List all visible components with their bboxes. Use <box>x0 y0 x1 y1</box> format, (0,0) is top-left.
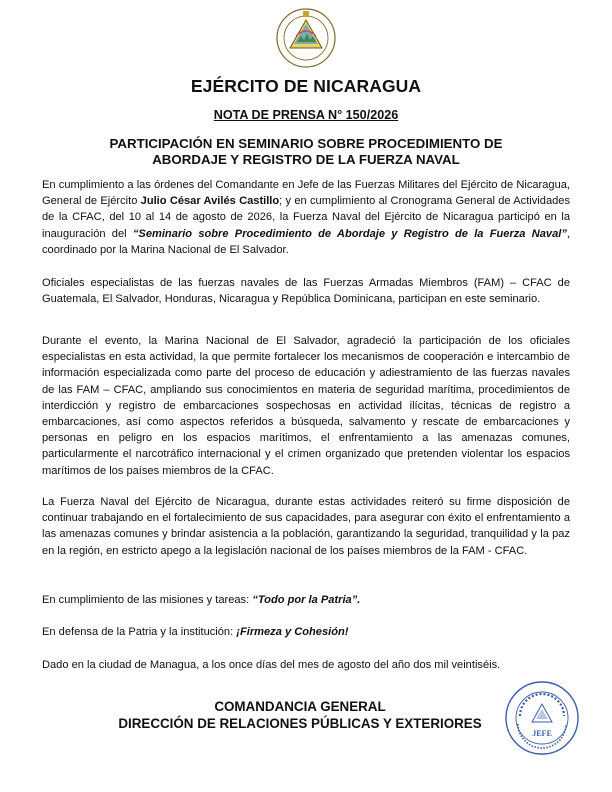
seminar-name: “Seminario sobre Procedimiento de Abordaje y Registro de la Fuerza Naval” <box>132 227 567 240</box>
paragraph-4-text: La Fuerza Naval del Ejército de Nicaragua, durante estas actividades reiteró su firme disposición de continuar trabajando en el fortalecimiento de sus capacidades, para asegurar con éxito el enfrentamiento a las amenazas comunes y brindar asistencia a la población, garantizando la seguridad, tranquilidad y la paz en la región, en estricto apego a la legislación nacional de los países miembros de la FAM - CFAC. <box>42 496 570 557</box>
subject-line-2: ABORDAJE Y REGISTRO DE LA FUERZA NAVAL <box>152 152 460 167</box>
paragraph-4 <box>42 494 570 559</box>
press-note-number-text: NOTA DE PRENSA N° 150/2026 <box>213 108 399 122</box>
subject-heading <box>60 136 552 168</box>
nicaragua-coat-of-arms-icon <box>270 6 342 70</box>
paragraph-1-text-a: En cumplimiento a las órdenes del Comandante en Jefe de las Fuerzas Militares del Ejército de Nicaragua, General de Ejército <box>42 179 570 208</box>
missions-text: En cumplimiento de las misiones y tareas: <box>42 594 253 606</box>
defense-motto: ¡Firmeza y Cohesión! <box>236 626 349 638</box>
paragraph-2-text: Oficiales especialistas de las fuerzas navales de las Fuerzas Armadas Miembros (FAM) – CFAC de Guatemala, El Salvador, Honduras, Nicaragua y República Dominicana, participan en este seminario. <box>42 277 570 306</box>
paragraph-3 <box>42 333 570 479</box>
missions-line <box>42 592 570 608</box>
subject-line-1: PARTICIPACIÓN EN SEMINARIO SOBRE PROCEDIMIENTO DE <box>109 136 503 151</box>
paragraph-1 <box>42 177 570 258</box>
general-name: Julio César Avilés Castillo <box>140 195 280 208</box>
paragraph-1-text-b: ; y en cumplimiento al Cronograma General de Actividades de la CFAC, del 10 al 14 de agosto de 2026, la Fuerza Naval del Ejército de Nicaragua participó en la inauguración del <box>42 195 570 240</box>
signature-line-2: DIRECCIÓN DE RELACIONES PÚBLICAS Y EXTERIORES <box>118 716 482 731</box>
paragraph-1-text-c: , coordinado por la Marina Nacional de El Salvador. <box>42 227 570 256</box>
signature-block <box>90 698 510 732</box>
paragraph-2 <box>42 275 570 307</box>
dated-line: Dado en la ciudad de Managua, a los once días del mes de agosto del año dos mil veintiséis. <box>42 659 501 671</box>
missions-motto: “Todo por la Patria”. <box>252 594 361 606</box>
press-note-number <box>0 108 612 122</box>
defense-line <box>42 624 570 640</box>
paragraph-3-text: Durante el evento, la Marina Nacional de El Salvador, agradeció la participación de los oficiales especialistas en esta actividad, la que permite fortalecer los mecanismos de cooperación e intercambio de información especializada como parte del proceso de educación y adiestramiento de las fuerzas navales de las FAM – CFAC, ampliando sus conocimientos en materia de seguridad marítima, procedimientos de interdicción y registro de embarcaciones sospechosas en actividad ilícitas, técnicas de registro a embarcaciones, así como aspectos referidos a búsqueda, salvamento y rescate de embarcaciones y personas en peligro en los espacios marítimos, el enfrentamiento a las amenazas comunes, particularmente el narcotráfico internacional y el crimen organizado que pretenden violentar los espacios marítimos de los países miembros de la CFAC. <box>42 335 570 477</box>
seal-center-text: JEFE <box>532 729 552 738</box>
page-title: EJÉRCITO DE NICARAGUA <box>190 76 422 96</box>
signature-line-1: COMANDANCIA GENERAL <box>214 699 386 714</box>
defense-text: En defensa de la Patria y la institución: <box>42 626 237 638</box>
official-seal-icon <box>504 680 580 756</box>
